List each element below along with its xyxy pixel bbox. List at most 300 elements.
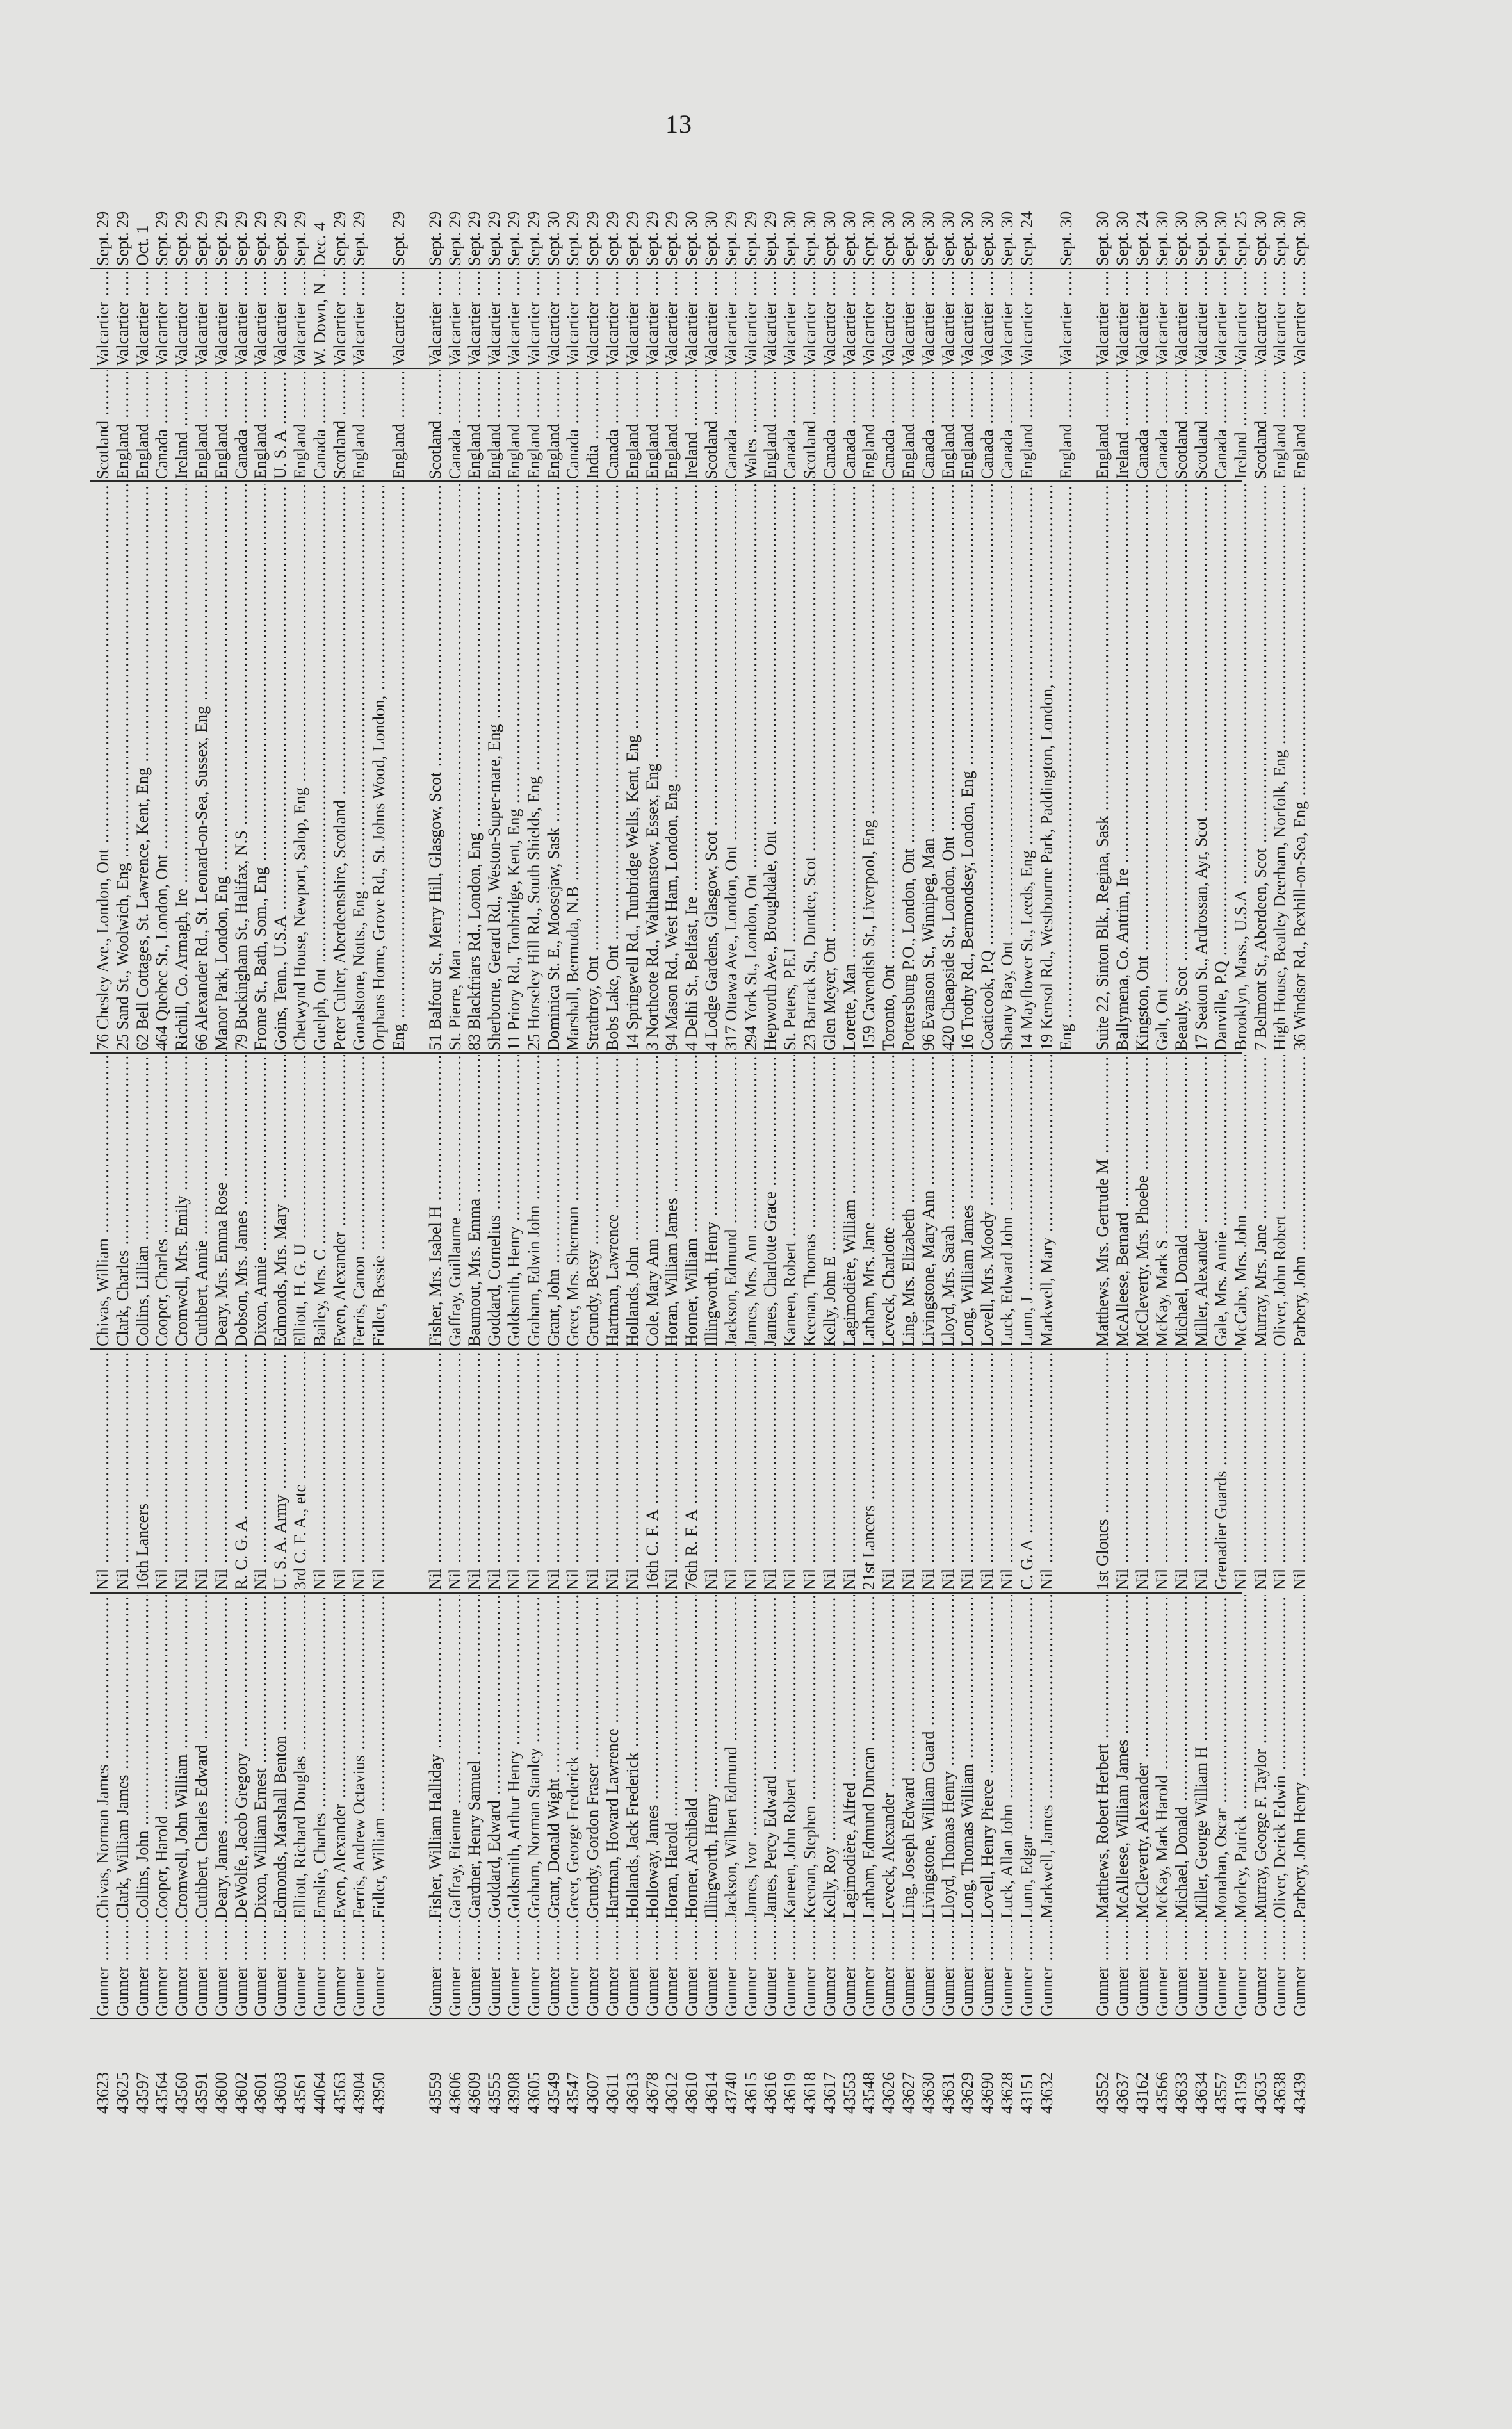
cell-name: Cooper, Harold ..... [152,1595,172,1918]
cell-addr: Chetwynd House, Newport, Salop, Eng ..... [291,484,310,1051]
cell-date: Sept. 29 [152,211,172,266]
table-row [662,160,681,2114]
table-row [899,160,918,2114]
cell-no: 43616 [761,2072,780,2114]
table-row [330,160,350,2114]
cell-name: Gardner, Henry Samuel ..... [465,1595,484,1918]
cell-rank: Gunner ..... [1018,1920,1037,2016]
cell-kin: Parbery, John ..... [1290,1055,1310,1346]
cell-date: Sept. 24 [1017,211,1036,266]
table-row [192,160,211,2114]
cell-country: England ..... [899,370,918,479]
cell-addr: Beauly, Scot ..... [1172,484,1191,1051]
table-row [978,160,997,2114]
cell-date: Sept. 30 [998,211,1016,266]
cell-no: 43601 [251,2072,270,2114]
cell-date: Sept. 29 [389,211,408,266]
cell-place: Valcartier ..... [330,270,350,366]
table-row [1172,160,1191,2114]
cell-place: Valcartier ..... [1290,270,1310,366]
table-row [603,160,622,2114]
cell-name: Grundy, Gordon Fraser ..... [583,1595,603,1918]
table-row [212,160,231,2114]
cell-addr: 79 Buckingham St., Halifax, N.S ..... [232,484,251,1051]
cell-country: Canada ..... [840,370,859,479]
cell-place: Valcartier ..... [879,270,898,366]
cell-kin: Jackson, Edmund ..... [722,1055,741,1346]
cell-rank: Gunner ..... [1232,1920,1251,2016]
cell-kin: Fisher, Mrs. Isabel H ..... [426,1055,445,1346]
cell-place: Valcartier ..... [133,270,152,366]
cell-country: England ..... [623,370,642,479]
cell-country: England ..... [389,370,409,479]
cell-rank: Gunner ..... [1037,1920,1057,2016]
cell-country: Ireland ..... [172,370,191,479]
cell-country: England ..... [113,370,133,479]
table-row [1192,160,1211,2114]
cell-date: Sept. 29 [113,211,132,266]
cell-addr: Peter Culter, Aberdeenshire, Scotland ..... [330,484,350,1051]
cell-rank: Gunner ..... [485,1920,504,2016]
cell-no: 43610 [682,2072,701,2114]
cell-country: India ..... [583,370,603,479]
cell-rank: Gunner ..... [133,1920,152,2016]
cell-date: Sept. 30 [1113,211,1132,266]
cell-name: Grant, Donald Wight ..... [544,1595,564,1918]
cell-rank [1057,1920,1076,2016]
cell-place: Valcartier ..... [389,270,409,366]
cell-rank: Gunner ..... [271,1920,290,2016]
cell-country: U. S. A ..... [271,370,290,479]
cell-addr: Suite 22, Sinton Blk., Regina, Sask ..... [1093,484,1112,1051]
cell-prev: Nil ..... [192,1352,211,1590]
cell-country [370,370,389,479]
table-row [781,160,800,2114]
table-row [998,160,1017,2114]
cell-date [1037,160,1057,266]
cell-name: Lloyd, Thomas Henry ..... [939,1595,958,1918]
cell-name: Lovell, Henry Pierce ..... [978,1595,997,1918]
cell-kin: Matthews, Mrs. Gertrude M ..... [1093,1055,1112,1346]
cell-place: Valcartier ..... [291,270,310,366]
cell-no: 43615 [741,2072,760,2114]
cell-addr: Glen Meyer, Ont ..... [820,484,840,1051]
cell-name: McAlleese, William James ..... [1113,1595,1132,1918]
cell-place: Valcartier ..... [939,270,958,366]
cell-rank: Gunner ..... [93,1920,113,2016]
cell-addr: 94 Mason Rd., West Ham, London, Eng ..... [662,484,681,1051]
cell-prev: Nil ..... [1290,1352,1310,1590]
cell-date: Sept. 29 [741,211,760,266]
cell-kin: Livingstone, Mary Ann ..... [919,1055,938,1346]
cell-addr: 14 Mayflower St., Leeds, Eng ..... [1018,484,1037,1051]
cell-country: England ..... [643,370,662,479]
cell-date: Sept. 30 [781,211,800,266]
cell-date: Sept. 30 [938,211,957,266]
cell-name: Emslie, Charles ..... [311,1595,330,1918]
cell-place: Valcartier ..... [93,270,113,366]
cell-addr: 420 Cheapside St., London, Ont ..... [939,484,958,1051]
cell-name: Ewen, Alexander ..... [330,1595,350,1918]
cell-no: 43606 [445,2072,464,2114]
cell-country: England ..... [192,370,211,479]
cell-prev [389,1352,409,1590]
cell-no: 43629 [958,2072,977,2114]
cell-no: 43547 [564,2072,583,2114]
table-row [583,160,603,2114]
cell-rank: Gunner ..... [1113,1920,1132,2016]
cell-country: Canada ..... [978,370,997,479]
cell-rank: Gunner ..... [761,1920,780,2016]
cell-no: 43950 [370,2072,389,2114]
cell-addr: 464 Quebec St., London, Ont ..... [152,484,172,1051]
cell-date: Sept. 29 [642,211,662,266]
table-row [840,160,859,2114]
cell-name: Jackson, Wilbert Edmund ..... [722,1595,741,1918]
cell-place: Valcartier ..... [192,270,211,366]
cell-prev: Nil ..... [1037,1352,1057,1590]
cell-place: Valcartier ..... [485,270,504,366]
cell-date: Sept. 29 [662,211,681,266]
cell-name: Chivas, Norman James ..... [93,1595,113,1918]
table-row [544,160,564,2114]
cell-kin: Horan, William James ..... [662,1055,681,1346]
cell-addr: Strathroy, Ont ..... [583,484,603,1051]
cell-no: 43617 [820,2072,839,2114]
cell-kin: Chivas, William ..... [93,1055,113,1346]
cell-name: Collins, John ..... [133,1595,152,1918]
cell-kin: McAlleese, Bernard ..... [1113,1055,1132,1346]
table-row [761,160,780,2114]
cell-place: Valcartier ..... [172,270,191,366]
cell-rank: Gunner ..... [603,1920,622,2016]
cell-rank: Gunner ..... [859,1920,879,2016]
cell-prev: Nil ..... [1232,1352,1251,1590]
cell-no: 43632 [1037,2072,1056,2114]
cell-rank: Gunner ..... [113,1920,133,2016]
table-row [1153,160,1172,2114]
cell-addr: 14 Springwell Rd., Tunbridge Wells, Kent, Eng ..... [623,484,642,1051]
cell-name: Matthews, Robert Herbert ..... [1093,1595,1112,1918]
cell-date: Sept. 30 [958,211,977,266]
cell-no [389,2018,409,2114]
table-row [152,160,172,2114]
table-row [426,160,445,2114]
cell-rank: Gunner ..... [350,1920,369,2016]
cell-rank: Gunner ..... [978,1920,997,2016]
cell-name: Greer, George Frederick ..... [564,1595,583,1918]
cell-kin: Collins, Lillian ..... [133,1055,152,1346]
table-row [465,160,484,2114]
cell-name: James, Percy Edward ..... [761,1595,780,1918]
cell-addr: Galt, Ont ..... [1153,484,1172,1051]
cell-country: Scotland ..... [426,370,445,479]
cell-place: Valcartier ..... [1232,270,1251,366]
cell-kin [1057,1055,1076,1346]
cell-rank: Gunner ..... [172,1920,191,2016]
cell-name: Deary, James ..... [212,1595,231,1918]
cell-addr: 23 Barrack St., Dundee, Scot ..... [801,484,820,1051]
cell-date: Sept. 30 [801,211,819,266]
cell-kin: Murray, Mrs. Jane ..... [1251,1055,1271,1346]
cell-date: Sept. 30 [840,211,859,266]
cell-place: Valcartier ..... [859,270,879,366]
table-row [524,160,544,2114]
cell-place: Valcartier ..... [761,270,780,366]
cell-place: Valcartier ..... [232,270,251,366]
table-row [93,160,113,2114]
cell-rank: Gunner ..... [370,1920,389,2016]
cell-rank: Gunner ..... [899,1920,918,2016]
cell-date: Sept. 29 [172,211,191,266]
cell-name [389,1595,409,1918]
cell-no: 43630 [918,2072,938,2114]
cell-name: Parbery, John Henry ..... [1290,1595,1310,1918]
cell-prev: Nil ..... [583,1352,603,1590]
cell-name: Latham, Edmund Duncan ..... [859,1595,879,1918]
cell-place: Valcartier ..... [271,270,290,366]
cell-rank: Gunner ..... [1133,1920,1152,2016]
cell-place: Valcartier ..... [465,270,484,366]
cell-name: Hartman, Howard Lawrence ..... [603,1595,622,1918]
cell-place: Valcartier ..... [801,270,820,366]
cell-kin: Cooper, Charles ..... [152,1055,172,1346]
table-row [172,160,191,2114]
cell-prev: Grenadier Guards ..... [1212,1352,1231,1590]
cell-kin: Oliver, John Robert ..... [1271,1055,1290,1346]
cell-no: 43626 [879,2072,898,2114]
cell-place: Valcartier ..... [505,270,524,366]
cell-prev: Nil ..... [761,1352,780,1590]
cell-date: Dec. 4 [310,222,329,266]
cell-rank: Gunner ..... [1093,1920,1112,2016]
table-row [722,160,741,2114]
cell-place: Valcartier ..... [781,270,800,366]
cell-addr: Pottersburg P.O., London, Ont ..... [899,484,918,1051]
cell-kin: Deary, Mrs. Emma Rose ..... [212,1055,231,1346]
cell-addr: 317 Ottawa Ave., London, Ont ..... [722,484,741,1051]
table-row [742,160,761,2114]
cell-date: Sept. 29 [622,211,642,266]
cell-addr: Hepworth Ave., Broughdale, Ont ..... [761,484,780,1051]
cell-addr: 17 Seaton St., Ardrossan, Ayr, Scot ..... [1192,484,1211,1051]
cell-kin: James, Charlotte Grace ..... [761,1055,780,1346]
cell-country: Canada ..... [781,370,800,479]
cell-place: Valcartier ..... [212,270,231,366]
cell-date: Sept. 30 [1290,211,1310,266]
cell-rank: Gunner ..... [564,1920,583,2016]
cell-addr: Dominica St. E., Moosejaw, Sask ..... [544,484,564,1051]
cell-no: 43614 [702,2072,720,2114]
cell-rank: Gunner ..... [1251,1920,1271,2016]
cell-country: Ireland ..... [1113,370,1132,479]
cell-prev: Nil ..... [350,1352,369,1590]
table-row [879,160,898,2114]
table-row [291,160,310,2114]
cell-no: 43597 [133,2072,152,2114]
cell-no: 43552 [1093,2072,1112,2114]
cell-no: 43602 [231,2072,250,2114]
cell-name: Fisher, William Halliday ..... [426,1595,445,1918]
cell-country: Scotland ..... [330,370,350,479]
cell-name: Markwell, James ..... [1037,1595,1057,1918]
cell-place: Valcartier ..... [1018,270,1037,366]
cell-addr: 294 York St., London, Ont ..... [742,484,761,1051]
table-row [389,160,409,2114]
table-row [1212,160,1231,2114]
table-row [702,160,721,2114]
cell-name: Michael, Donald ..... [1172,1595,1191,1918]
cell-name: Goddard, Edward ..... [485,1595,504,1918]
cell-date: Sept. 29 [564,211,583,266]
cell-rank: Gunner ..... [1172,1920,1191,2016]
cell-no: 43638 [1271,2072,1290,2114]
cell-place: Valcartier ..... [643,270,662,366]
cell-name: Murray, George F. Taylor ..... [1251,1595,1271,1918]
cell-kin: Ewen, Alexander ..... [330,1055,350,1346]
cell-date: Sept. 30 [820,211,839,266]
cell-prev: Nil ..... [781,1352,800,1590]
table-row [311,160,330,2114]
cell-rank: Gunner ..... [682,1920,701,2016]
cell-prev: Nil ..... [722,1352,741,1590]
cell-prev: Nil ..... [426,1352,445,1590]
cell-country: Canada ..... [446,370,465,479]
cell-name: Cromwell, John William ..... [172,1595,191,1918]
cell-date: Sept. 29 [445,211,464,266]
cell-kin: Hartman, Lawrence ..... [603,1055,622,1346]
cell-rank: Gunner ..... [998,1920,1017,2016]
cell-place: Valcartier ..... [1172,270,1191,366]
cell-rank: Gunner ..... [623,1920,642,2016]
cell-kin: Leveck, Charlotte ..... [879,1055,898,1346]
cell-addr: Manor Park, London, Eng ..... [212,484,231,1051]
cell-addr: 3 Northcote Rd., Walthamstow, Essex, Eng ..... [643,484,662,1051]
cell-country: Canada ..... [1212,370,1231,479]
cell-no: 43618 [801,2072,819,2114]
cell-name: Miller, George William H ..... [1192,1595,1211,1918]
cell-prev: R. C. G. A. ..... [232,1352,251,1590]
cell-date [370,160,389,266]
cell-addr: 16 Trothy Rd., Bermondsey, London, Eng ..... [958,484,977,1051]
cell-country: England ..... [485,370,504,479]
cell-name: Illingworth, Henry ..... [702,1595,721,1918]
cell-no: 43678 [642,2072,662,2114]
cell-country: Canada ..... [879,370,898,479]
cell-kin: Markwell, Mary ..... [1037,1055,1057,1346]
cell-place: Valcartier ..... [1251,270,1271,366]
cell-kin: Horner, William ..... [682,1055,701,1346]
cell-country: Ireland ..... [682,370,701,479]
cell-rank: Gunner ..... [232,1920,251,2016]
cell-name: DeWolfe, Jacob Gregory ..... [232,1595,251,1918]
cell-kin: Cromwell, Mrs. Emily ..... [172,1055,191,1346]
cell-rank: Gunner ..... [330,1920,350,2016]
cell-place: Valcartier ..... [623,270,642,366]
cell-date: Sept. 30 [1152,211,1171,266]
cell-addr: Coaticook, P.Q ..... [978,484,997,1051]
cell-kin: Ferris, Canon ..... [350,1055,369,1346]
cell-kin: Gaffray, Guillaume ..... [446,1055,465,1346]
cell-rank [389,1920,409,2016]
cell-date: Sept. 30 [702,211,720,266]
cell-place: Valcartier ..... [426,270,445,366]
cell-country: Scotland ..... [702,370,721,479]
table-row [643,160,662,2114]
table-row [271,160,290,2114]
cell-no: 43631 [938,2072,957,2114]
cell-kin: Clark, Charles ..... [113,1055,133,1346]
cell-date: Sept. 30 [918,211,938,266]
cell-country: England ..... [524,370,544,479]
cell-no: 43605 [524,2072,543,2114]
cell-date: Sept. 29 [192,211,211,266]
table-row [1057,160,1076,2114]
cell-date: Sept. 30 [879,211,898,266]
cell-prev: Nil ..... [1271,1352,1290,1590]
cell-kin: Dobson, Mrs. James ..... [232,1055,251,1346]
cell-name: Long, Thomas William ..... [958,1595,977,1918]
table-row [446,160,465,2114]
cell-date: Sept. 29 [93,211,112,266]
cell-addr: 51 Balfour St., Merry Hill, Glasgow, Scot ..... [426,484,445,1051]
cell-rank: Gunner ..... [291,1920,310,2016]
table-row [1271,160,1290,2114]
cell-country: England ..... [133,370,152,479]
table-row [1290,160,1310,2114]
cell-country: Canada ..... [564,370,583,479]
cell-addr: Toronto, Ont ..... [879,484,898,1051]
cell-date: Sept. 30 [978,211,997,266]
cell-name: Holloway, James ..... [643,1595,662,1918]
cell-no: 43162 [1132,2072,1151,2114]
cell-no: 43634 [1192,2072,1211,2114]
cell-date: Sept. 29 [425,211,444,266]
cell-place: Valcartier ..... [998,270,1017,366]
cell-prev: Nil ..... [172,1352,191,1590]
cell-addr: Shanty Bay, Ont ..... [998,484,1017,1051]
cell-prev: Nil ..... [978,1352,997,1590]
table-row [623,160,642,2114]
cell-prev: Nil ..... [113,1352,133,1590]
cell-prev: Nil ..... [840,1352,859,1590]
cell-date: Sept. 30 [1251,211,1270,266]
cell-prev: 3rd C. F. A., etc ..... [291,1352,310,1590]
cell-rank: Gunner ..... [939,1920,958,2016]
cell-rank: Gunner ..... [465,1920,484,2016]
cell-country: England ..... [350,370,369,479]
cell-date: Sept. 29 [350,211,369,266]
cell-name: Cuthbert, Charles Edward ..... [192,1595,211,1918]
cell-date: Sept. 30 [1192,211,1211,266]
cell-no: 43633 [1172,2072,1191,2114]
cell-prev: Nil ..... [623,1352,642,1590]
cell-date: Sept. 30 [1093,211,1112,266]
table-row [919,160,938,2114]
cell-addr: 4 Lodge Gardens, Glasgow, Scot ..... [702,484,721,1051]
cell-no: 43549 [544,2072,563,2114]
cell-prev: Nil ..... [544,1352,564,1590]
cell-name: Horner, Archibald ..... [682,1595,701,1918]
cell-kin: Grundy, Betsy ..... [583,1055,603,1346]
cell-date: Sept. 29 [231,211,250,266]
cell-name: McCleverty, Alexander ..... [1133,1595,1152,1918]
cell-kin: Goldsmith, Henry ..... [505,1055,524,1346]
cell-name: Hollands, Jack Frederick ..... [623,1595,642,1918]
cell-addr: Ballymena, Co. Antrim, Ire ..... [1113,484,1132,1051]
table-row [820,160,840,2114]
cell-country: Canada ..... [603,370,622,479]
